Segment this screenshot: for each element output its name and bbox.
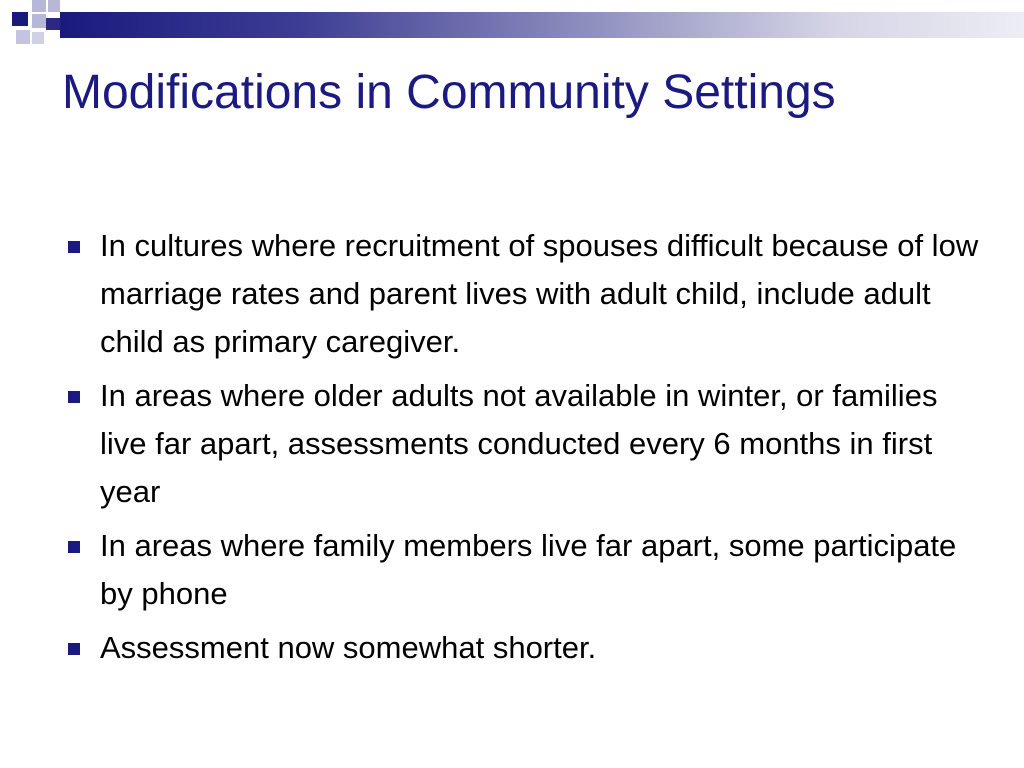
- decor-square: [32, 0, 46, 12]
- bullet-item: [62, 522, 982, 618]
- bullet-item: [62, 372, 982, 516]
- bullet-text: Assessment now somewhat shorter.: [100, 630, 597, 665]
- square-bullet-icon: [68, 241, 80, 253]
- decor-square: [32, 14, 46, 28]
- square-bullet-icon: [68, 643, 80, 655]
- decor-square: [48, 0, 60, 12]
- square-bullet-icon: [68, 391, 80, 403]
- decor-square: [16, 30, 30, 44]
- decor-square: [32, 32, 44, 44]
- slide-title: Modifications in Community Settings: [62, 66, 836, 119]
- bullet-text: In areas where family members live far apart, some participate by phone: [100, 528, 957, 611]
- bullet-list: [62, 222, 982, 678]
- decor-square: [12, 12, 28, 26]
- square-bullet-icon: [68, 541, 80, 553]
- bullet-text: In cultures where recruitment of spouses difficult because of low marriage rates and parent lives with adult child, include adult child as primary caregiver.: [100, 228, 979, 359]
- bullet-text: In areas where older adults not available in winter, or families live far apart, assessments conducted every 6 months in first year: [100, 378, 938, 509]
- decor-square: [46, 18, 60, 30]
- bullet-item: [62, 624, 982, 672]
- header-gradient-bar: [60, 12, 1024, 38]
- bullet-item: [62, 222, 982, 366]
